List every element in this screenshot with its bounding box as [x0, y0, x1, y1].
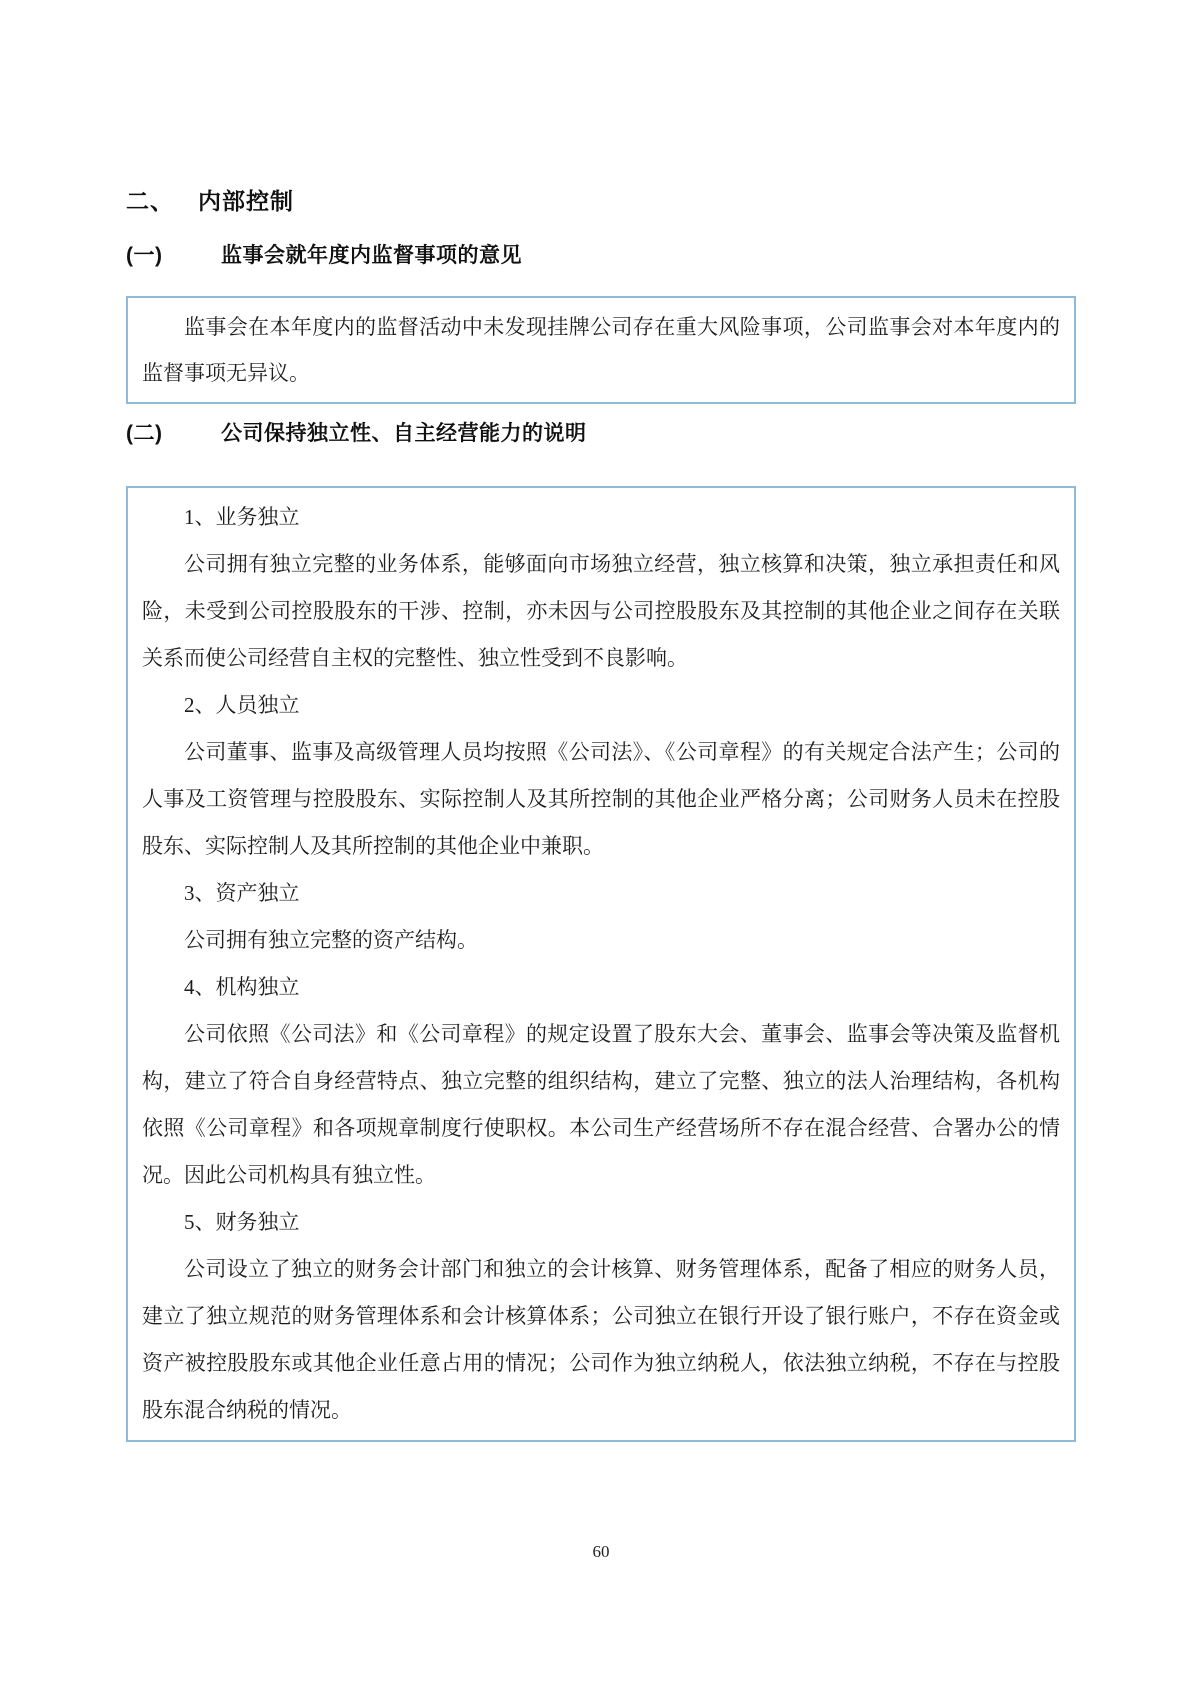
independence-paragraph: 3、资产独立 [184, 881, 300, 905]
subsection2-number: (二) [126, 422, 163, 445]
independence-paragraph: 公司董事、监事及高级管理人员均按照《公司法》、《公司章程》的有关规定合法产生；公司的人事及工资管理与控股股东、实际控制人及其所控制的其他企业严格分离；公司财务人员未在控股股东、实际控制人及其所控制的其他企业中兼职。 [142, 740, 1060, 858]
independence-paragraph: 4、机构独立 [184, 975, 300, 999]
independence-paragraph: 公司拥有独立完整的资产结构。 [184, 928, 478, 952]
subsection1-number: (一) [126, 244, 163, 267]
document-page [126, 0, 1076, 1442]
subsection2-title: 公司保持独立性、自主经营能力的说明 [221, 422, 587, 445]
subsection1-title: 监事会就年度内监督事项的意见 [221, 244, 522, 267]
supervision-opinion-text: 监事会在本年度内的监督活动中未发现挂牌公司存在重大风险事项，公司监事会对本年度内的监督事项无异议。 [142, 315, 1060, 385]
independence-box [126, 486, 1076, 1442]
supervision-opinion-box [126, 296, 1076, 404]
independence-paragraph: 公司依照《公司法》和《公司章程》的规定设置了股东大会、董事会、监事会等决策及监督机构，建立了符合自身经营特点、独立完整的组织结构，建立了完整、独立的法人治理结构，各机构依照《公司章程》和各项规章制度行使职权。本公司生产经营场所不存在混合经营、合署办公的情况。因此公司机构具有独立性。 [142, 1022, 1060, 1187]
independence-paragraph: 5、财务独立 [184, 1210, 300, 1234]
independence-paragraph: 公司拥有独立完整的业务体系，能够面向市场独立经营，独立核算和决策，独立承担责任和风险，未受到公司控股股东的干涉、控制，亦未因与公司控股股东及其控制的其他企业之间存在关联关系而使公司经营自主权的完整性、独立性受到不良影响。 [142, 552, 1060, 670]
independence-paragraph: 1、业务独立 [184, 505, 300, 529]
page-footer [126, 1542, 1076, 1562]
subsection1-heading [126, 242, 1076, 270]
page-number: 60 [592, 1542, 610, 1561]
section-title: 内部控制 [198, 188, 294, 214]
section-heading [126, 186, 1076, 216]
subsection2-heading [126, 420, 1076, 448]
independence-paragraph: 2、人员独立 [184, 693, 300, 717]
independence-paragraph: 公司设立了独立的财务会计部门和独立的会计核算、财务管理体系，配备了相应的财务人员，建立了独立规范的财务管理体系和会计核算体系；公司独立在银行开设了银行账户，不存在资金或资产被控股股东或其他企业任意占用的情况；公司作为独立纳税人，依法独立纳税，不存在与控股股东混合纳税的情况。 [142, 1257, 1060, 1422]
section-number: 二、 [126, 188, 174, 214]
